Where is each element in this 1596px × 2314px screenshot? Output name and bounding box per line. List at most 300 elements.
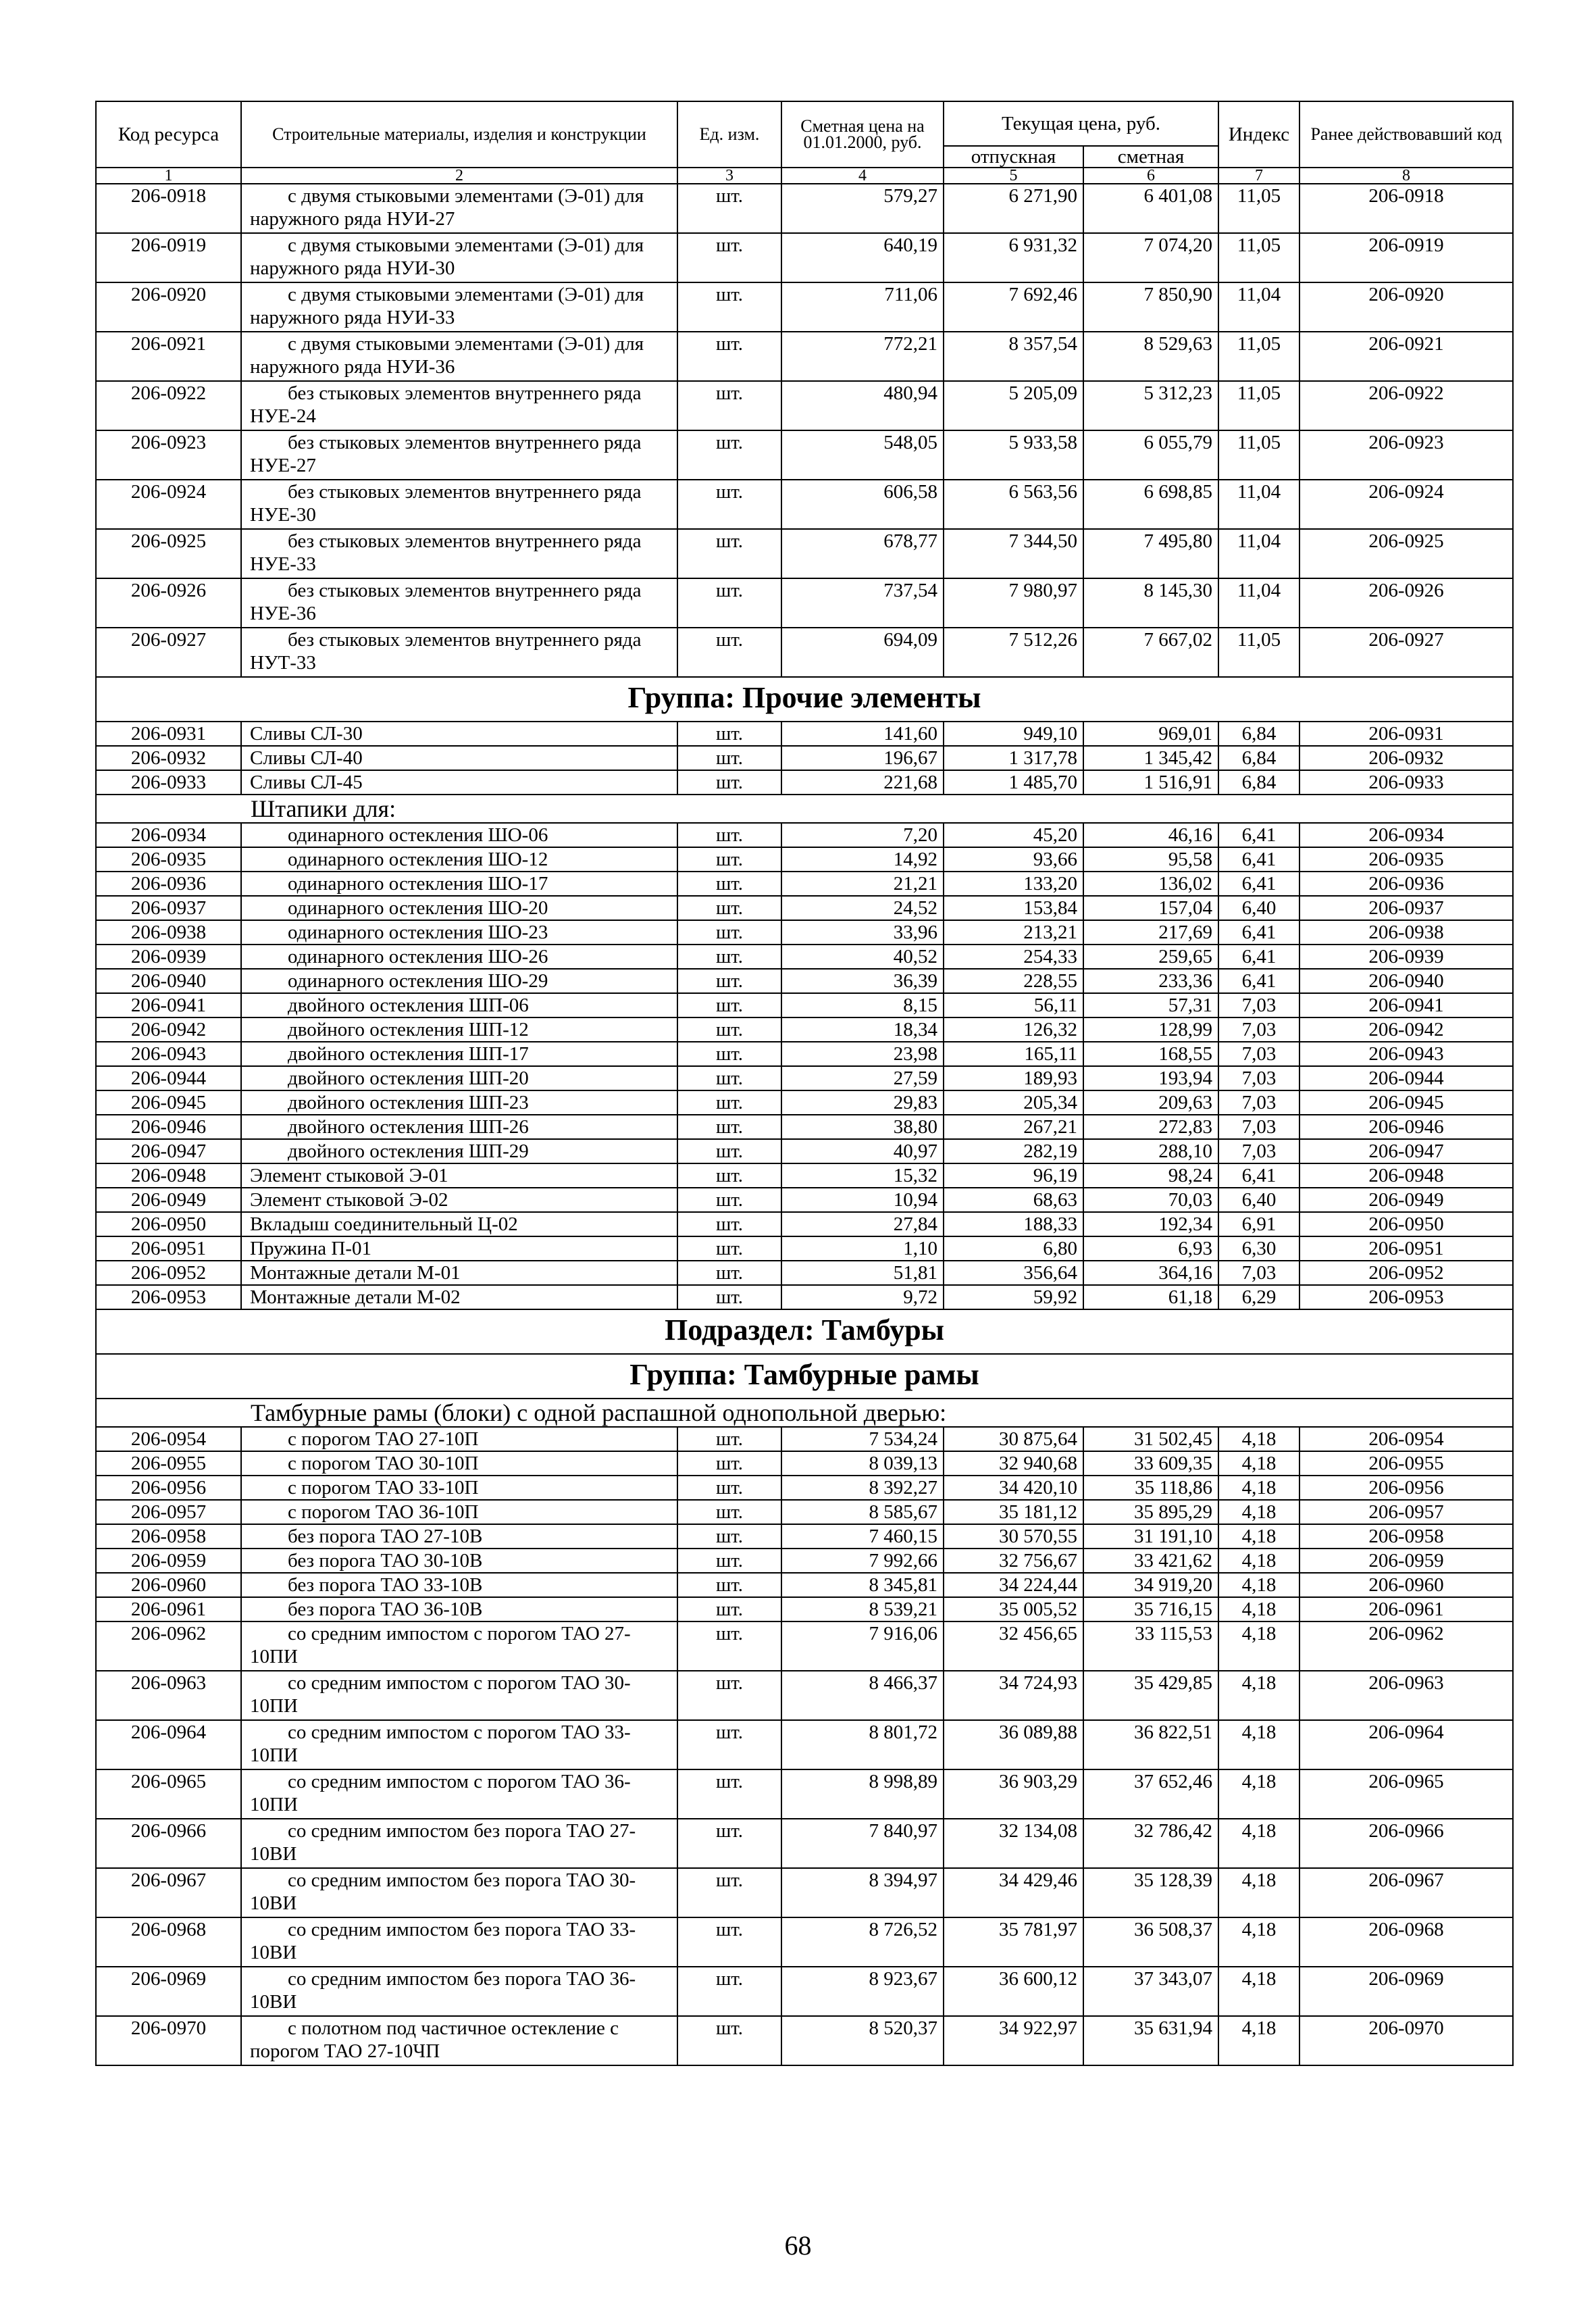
description-cell	[241, 184, 677, 233]
resource-code-cell: 206-0968	[96, 1917, 241, 1967]
index-cell: 11,04	[1218, 578, 1299, 628]
resource-code-cell: 206-0952	[96, 1261, 241, 1285]
sale-price-cell: 30 875,64	[944, 1427, 1083, 1451]
table-row	[96, 1212, 1513, 1236]
index-cell: 4,18	[1218, 1451, 1299, 1476]
index-cell: 6,91	[1218, 1212, 1299, 1236]
subgroup-heading-row	[96, 1399, 1513, 1427]
unit-cell: шт.	[677, 1236, 781, 1261]
base-price-cell: 8 998,89	[781, 1769, 944, 1819]
description-cell	[241, 529, 677, 578]
description-cell	[241, 1017, 677, 1042]
description-cell	[241, 1476, 677, 1500]
sale-price-cell: 228,55	[944, 969, 1083, 993]
unit-cell: шт.	[677, 1042, 781, 1066]
description-text: со средним импостом с порогом ТАО 36-10ПИ	[250, 1771, 631, 1815]
resource-code-cell: 206-0940	[96, 969, 241, 993]
description-text: двойного остекления ШП-23	[288, 1092, 529, 1113]
description-cell	[241, 282, 677, 332]
description-cell	[241, 1769, 677, 1819]
estimate-price-cell: 136,02	[1083, 872, 1218, 896]
unit-cell: шт.	[677, 1597, 781, 1621]
description-cell: Элемент стыковой Э-01	[241, 1163, 677, 1188]
estimate-price-cell: 168,55	[1083, 1042, 1218, 1066]
sale-price-cell: 282,19	[944, 1139, 1083, 1163]
index-cell: 7,03	[1218, 1090, 1299, 1115]
unit-cell: шт.	[677, 1285, 781, 1309]
unit-cell: шт.	[677, 1212, 781, 1236]
base-price-cell: 40,97	[781, 1139, 944, 1163]
description-cell: Вкладыш соединительный Ц-02	[241, 1212, 677, 1236]
unit-cell: шт.	[677, 1671, 781, 1720]
group-heading-row	[96, 1354, 1513, 1399]
index-cell: 11,04	[1218, 480, 1299, 529]
index-cell: 11,05	[1218, 184, 1299, 233]
previous-code-cell: 206-0931	[1299, 722, 1513, 746]
sale-price-cell: 7 980,97	[944, 578, 1083, 628]
base-price-cell: 640,19	[781, 233, 944, 282]
sale-price-cell: 35 005,52	[944, 1597, 1083, 1621]
estimate-price-cell: 32 786,42	[1083, 1819, 1218, 1868]
estimate-price-cell: 35 429,85	[1083, 1671, 1218, 1720]
base-price-cell: 548,05	[781, 430, 944, 480]
estimate-price-cell: 35 128,39	[1083, 1868, 1218, 1917]
description-cell	[241, 1549, 677, 1573]
estimate-price-cell: 8 145,30	[1083, 578, 1218, 628]
sale-price-cell: 7 692,46	[944, 282, 1083, 332]
previous-code-cell: 206-0943	[1299, 1042, 1513, 1066]
sale-price-cell: 34 724,93	[944, 1671, 1083, 1720]
resource-code-cell: 206-0947	[96, 1139, 241, 1163]
table-row	[96, 920, 1513, 945]
estimate-price-cell: 57,31	[1083, 993, 1218, 1017]
base-price-cell: 606,58	[781, 480, 944, 529]
description-cell	[241, 969, 677, 993]
base-price-cell: 772,21	[781, 332, 944, 381]
previous-code-cell: 206-0962	[1299, 1621, 1513, 1671]
unit-cell: шт.	[677, 1139, 781, 1163]
unit-cell: шт.	[677, 184, 781, 233]
estimate-price-cell: 31 191,10	[1083, 1524, 1218, 1549]
column-number: 4	[781, 168, 944, 184]
index-cell: 6,41	[1218, 847, 1299, 872]
table-row	[96, 1163, 1513, 1188]
sale-price-cell: 165,11	[944, 1042, 1083, 1066]
index-cell: 4,18	[1218, 2016, 1299, 2065]
index-cell: 7,03	[1218, 1139, 1299, 1163]
description-cell: Элемент стыковой Э-02	[241, 1188, 677, 1212]
index-cell: 4,18	[1218, 1720, 1299, 1769]
estimate-price-cell: 33 421,62	[1083, 1549, 1218, 1573]
base-price-cell: 141,60	[781, 722, 944, 746]
index-cell: 6,41	[1218, 945, 1299, 969]
estimate-price-cell: 37 343,07	[1083, 1967, 1218, 2016]
resource-code-cell: 206-0948	[96, 1163, 241, 1188]
table-body	[96, 184, 1513, 2065]
index-cell: 6,41	[1218, 823, 1299, 847]
sale-price-cell: 36 903,29	[944, 1769, 1083, 1819]
estimate-price-cell: 7 495,80	[1083, 529, 1218, 578]
description-cell	[241, 1524, 677, 1549]
unit-cell: шт.	[677, 1090, 781, 1115]
base-price-cell: 8 585,67	[781, 1500, 944, 1524]
description-cell	[241, 1139, 677, 1163]
table-row	[96, 430, 1513, 480]
previous-code-cell: 206-0963	[1299, 1671, 1513, 1720]
description-cell	[241, 1451, 677, 1476]
estimate-price-cell: 36 508,37	[1083, 1917, 1218, 1967]
resource-code-cell: 206-0962	[96, 1621, 241, 1671]
sale-price-cell: 6 271,90	[944, 184, 1083, 233]
unit-cell: шт.	[677, 1115, 781, 1139]
unit-cell: шт.	[677, 1917, 781, 1967]
index-cell: 7,03	[1218, 1066, 1299, 1090]
sale-price-cell: 34 420,10	[944, 1476, 1083, 1500]
unit-cell: шт.	[677, 872, 781, 896]
index-cell: 4,18	[1218, 1967, 1299, 2016]
unit-cell: шт.	[677, 1017, 781, 1042]
description-cell	[241, 1597, 677, 1621]
unit-cell: шт.	[677, 381, 781, 430]
base-price-cell: 9,72	[781, 1285, 944, 1309]
sale-price-cell: 8 357,54	[944, 332, 1083, 381]
unit-cell: шт.	[677, 1476, 781, 1500]
table-row	[96, 722, 1513, 746]
estimate-price-cell: 1 345,42	[1083, 746, 1218, 770]
previous-code-cell: 206-0954	[1299, 1427, 1513, 1451]
previous-code-cell: 206-0935	[1299, 847, 1513, 872]
resource-code-cell: 206-0936	[96, 872, 241, 896]
estimate-price-cell: 33 609,35	[1083, 1451, 1218, 1476]
description-text: двойного остекления ШП-29	[288, 1140, 529, 1162]
resource-code-cell: 206-0931	[96, 722, 241, 746]
unit-cell: шт.	[677, 1066, 781, 1090]
table-row	[96, 578, 1513, 628]
description-text: с двумя стыковыми элементами (Э-01) для наружного ряда НУИ-30	[250, 234, 644, 279]
sale-price-cell: 6,80	[944, 1236, 1083, 1261]
estimate-price-cell: 6,93	[1083, 1236, 1218, 1261]
unit-cell: шт.	[677, 920, 781, 945]
group-heading: Группа: Тамбурные рамы	[96, 1354, 1513, 1399]
estimate-price-cell: 70,03	[1083, 1188, 1218, 1212]
resource-code-cell: 206-0939	[96, 945, 241, 969]
subgroup-heading: Тамбурные рамы (блоки) с одной распашной однопольной дверью:	[96, 1399, 1513, 1427]
base-price-cell: 24,52	[781, 896, 944, 920]
description-text: двойного остекления ШП-20	[288, 1067, 529, 1089]
column-number: 1	[96, 168, 241, 184]
resource-code-cell: 206-0919	[96, 233, 241, 282]
resource-code-cell: 206-0932	[96, 746, 241, 770]
sale-price-cell: 34 429,46	[944, 1868, 1083, 1917]
header-sale-price: отпускная	[944, 146, 1083, 168]
description-cell	[241, 1066, 677, 1090]
previous-code-cell: 206-0959	[1299, 1549, 1513, 1573]
description-cell	[241, 1500, 677, 1524]
estimate-price-cell: 6 401,08	[1083, 184, 1218, 233]
estimate-price-cell: 157,04	[1083, 896, 1218, 920]
description-cell	[241, 480, 677, 529]
description-text: без стыковых элементов внутреннего ряда НУЕ-30	[250, 481, 642, 526]
unit-cell: шт.	[677, 480, 781, 529]
header-materials: Строительные материалы, изделия и конструкции	[241, 101, 677, 168]
description-cell	[241, 847, 677, 872]
resource-code-cell: 206-0949	[96, 1188, 241, 1212]
previous-code-cell: 206-0926	[1299, 578, 1513, 628]
sale-price-cell: 34 224,44	[944, 1573, 1083, 1597]
sale-price-cell: 36 600,12	[944, 1967, 1083, 2016]
estimate-price-cell: 969,01	[1083, 722, 1218, 746]
table-row	[96, 1066, 1513, 1090]
index-cell: 7,03	[1218, 1042, 1299, 1066]
estimate-price-cell: 34 919,20	[1083, 1573, 1218, 1597]
previous-code-cell: 206-0946	[1299, 1115, 1513, 1139]
price-sheet	[95, 101, 1512, 2066]
estimate-price-cell: 233,36	[1083, 969, 1218, 993]
estimate-price-cell: 7 850,90	[1083, 282, 1218, 332]
header-unit: Ед. изм.	[677, 101, 781, 168]
description-text: со средним импостом без порога ТАО 36-10ВИ	[250, 1968, 636, 2013]
index-cell: 11,04	[1218, 529, 1299, 578]
table-row	[96, 770, 1513, 795]
previous-code-cell: 206-0919	[1299, 233, 1513, 282]
description-cell	[241, 1427, 677, 1451]
resource-code-cell: 206-0937	[96, 896, 241, 920]
resource-code-cell: 206-0946	[96, 1115, 241, 1139]
estimate-price-cell: 128,99	[1083, 1017, 1218, 1042]
unit-cell: шт.	[677, 1621, 781, 1671]
index-cell: 4,18	[1218, 1549, 1299, 1573]
unit-cell: шт.	[677, 1549, 781, 1573]
unit-cell: шт.	[677, 282, 781, 332]
base-price-cell: 33,96	[781, 920, 944, 945]
previous-code-cell: 206-0923	[1299, 430, 1513, 480]
description-text: с порогом ТАО 33-10П	[288, 1477, 479, 1499]
resource-code-cell: 206-0927	[96, 628, 241, 677]
previous-code-cell: 206-0934	[1299, 823, 1513, 847]
base-price-cell: 8,15	[781, 993, 944, 1017]
header-base-price: Сметная цена на 01.01.2000, руб.	[781, 101, 944, 168]
resource-code-cell: 206-0969	[96, 1967, 241, 2016]
resource-code-cell: 206-0960	[96, 1573, 241, 1597]
unit-cell: шт.	[677, 823, 781, 847]
resource-code-cell: 206-0970	[96, 2016, 241, 2065]
description-cell	[241, 823, 677, 847]
estimate-price-cell: 61,18	[1083, 1285, 1218, 1309]
resource-code-cell: 206-0958	[96, 1524, 241, 1549]
description-text: с двумя стыковыми элементами (Э-01) для наружного ряда НУИ-27	[250, 185, 644, 230]
previous-code-cell: 206-0951	[1299, 1236, 1513, 1261]
unit-cell: шт.	[677, 430, 781, 480]
description-cell	[241, 1621, 677, 1671]
index-cell: 6,84	[1218, 746, 1299, 770]
estimate-price-cell: 46,16	[1083, 823, 1218, 847]
resource-code-cell: 206-0921	[96, 332, 241, 381]
column-number: 3	[677, 168, 781, 184]
resource-code-cell: 206-0956	[96, 1476, 241, 1500]
resource-code-cell: 206-0964	[96, 1720, 241, 1769]
previous-code-cell: 206-0937	[1299, 896, 1513, 920]
sale-price-cell: 34 922,97	[944, 2016, 1083, 2065]
description-text: одинарного остекления ШО-23	[288, 922, 548, 943]
description-text: с порогом ТАО 36-10П	[288, 1501, 479, 1523]
sale-price-cell: 93,66	[944, 847, 1083, 872]
sale-price-cell: 254,33	[944, 945, 1083, 969]
table-row	[96, 1451, 1513, 1476]
table-row	[96, 823, 1513, 847]
sale-price-cell: 30 570,55	[944, 1524, 1083, 1549]
previous-code-cell: 206-0958	[1299, 1524, 1513, 1549]
header-current-price: Текущая цена, руб.	[944, 101, 1218, 146]
index-cell: 4,18	[1218, 1671, 1299, 1720]
index-cell: 6,29	[1218, 1285, 1299, 1309]
index-cell: 7,03	[1218, 1115, 1299, 1139]
resource-code-cell: 206-0923	[96, 430, 241, 480]
description-text: без порога ТАО 33-10В	[288, 1574, 483, 1596]
index-cell: 11,04	[1218, 282, 1299, 332]
previous-code-cell: 206-0960	[1299, 1573, 1513, 1597]
description-text: двойного остекления ШП-17	[288, 1043, 529, 1065]
resource-code-cell: 206-0941	[96, 993, 241, 1017]
description-text: со средним импостом с порогом ТАО 30-10ПИ	[250, 1672, 631, 1717]
estimate-price-cell: 7 667,02	[1083, 628, 1218, 677]
resource-code-cell: 206-0924	[96, 480, 241, 529]
previous-code-cell: 206-0966	[1299, 1819, 1513, 1868]
previous-code-cell: 206-0921	[1299, 332, 1513, 381]
base-price-cell: 18,34	[781, 1017, 944, 1042]
estimate-price-cell: 192,34	[1083, 1212, 1218, 1236]
resource-code-cell: 206-0951	[96, 1236, 241, 1261]
previous-code-cell: 206-0956	[1299, 1476, 1513, 1500]
description-text: двойного остекления ШП-26	[288, 1116, 529, 1138]
resource-code-cell: 206-0933	[96, 770, 241, 795]
previous-code-cell: 206-0952	[1299, 1261, 1513, 1285]
index-cell: 4,18	[1218, 1476, 1299, 1500]
table-row	[96, 184, 1513, 233]
index-cell: 6,41	[1218, 1163, 1299, 1188]
index-cell: 7,03	[1218, 1261, 1299, 1285]
previous-code-cell: 206-0957	[1299, 1500, 1513, 1524]
subgroup-heading: Штапики для:	[96, 795, 1513, 823]
resource-code-cell: 206-0961	[96, 1597, 241, 1621]
unit-cell: шт.	[677, 1500, 781, 1524]
unit-cell: шт.	[677, 1573, 781, 1597]
resource-code-cell: 206-0926	[96, 578, 241, 628]
previous-code-cell: 206-0944	[1299, 1066, 1513, 1090]
unit-cell: шт.	[677, 2016, 781, 2065]
description-cell	[241, 233, 677, 282]
index-cell: 4,18	[1218, 1769, 1299, 1819]
unit-cell: шт.	[677, 1868, 781, 1917]
sale-price-cell: 205,34	[944, 1090, 1083, 1115]
resource-code-cell: 206-0963	[96, 1671, 241, 1720]
base-price-cell: 7 916,06	[781, 1621, 944, 1671]
estimate-price-cell: 98,24	[1083, 1163, 1218, 1188]
table-row	[96, 233, 1513, 282]
base-price-cell: 7 840,97	[781, 1819, 944, 1868]
unit-cell: шт.	[677, 770, 781, 795]
description-text: без стыковых элементов внутреннего ряда НУЕ-24	[250, 382, 642, 427]
sale-price-cell: 133,20	[944, 872, 1083, 896]
base-price-cell: 8 539,21	[781, 1597, 944, 1621]
sale-price-cell: 96,19	[944, 1163, 1083, 1188]
index-cell: 4,18	[1218, 1917, 1299, 1967]
base-price-cell: 711,06	[781, 282, 944, 332]
base-price-cell: 7 992,66	[781, 1549, 944, 1573]
description-text: со средним импостом без порога ТАО 33-10ВИ	[250, 1919, 636, 1963]
header-previous-code: Ранее действовавший код	[1299, 101, 1513, 168]
base-price-cell: 8 394,97	[781, 1868, 944, 1917]
table-row	[96, 1042, 1513, 1066]
sale-price-cell: 5 933,58	[944, 430, 1083, 480]
index-cell: 6,84	[1218, 770, 1299, 795]
previous-code-cell: 206-0941	[1299, 993, 1513, 1017]
previous-code-cell: 206-0933	[1299, 770, 1513, 795]
estimate-price-cell: 35 118,86	[1083, 1476, 1218, 1500]
base-price-cell: 196,67	[781, 746, 944, 770]
base-price-cell: 15,32	[781, 1163, 944, 1188]
previous-code-cell: 206-0924	[1299, 480, 1513, 529]
index-cell: 6,40	[1218, 1188, 1299, 1212]
table-row	[96, 1549, 1513, 1573]
sale-price-cell: 32 456,65	[944, 1621, 1083, 1671]
description-cell	[241, 896, 677, 920]
index-cell: 4,18	[1218, 1500, 1299, 1524]
description-text: со средним импостом без порога ТАО 27-10ВИ	[250, 1820, 636, 1865]
unit-cell: шт.	[677, 746, 781, 770]
description-text: одинарного остекления ШО-29	[288, 970, 548, 992]
resource-code-cell: 206-0957	[96, 1500, 241, 1524]
estimate-price-cell: 37 652,46	[1083, 1769, 1218, 1819]
estimate-price-cell: 95,58	[1083, 847, 1218, 872]
table-row	[96, 872, 1513, 896]
table-row	[96, 1720, 1513, 1769]
unit-cell: шт.	[677, 1819, 781, 1868]
table-row	[96, 896, 1513, 920]
index-cell: 6,40	[1218, 896, 1299, 920]
resource-code-cell: 206-0925	[96, 529, 241, 578]
estimate-price-cell: 209,63	[1083, 1090, 1218, 1115]
description-cell	[241, 1573, 677, 1597]
resource-code-cell: 206-0935	[96, 847, 241, 872]
table-row	[96, 282, 1513, 332]
base-price-cell: 51,81	[781, 1261, 944, 1285]
column-number: 7	[1218, 168, 1299, 184]
group-heading: Группа: Прочие элементы	[96, 677, 1513, 722]
table-row	[96, 1476, 1513, 1500]
sale-price-cell: 949,10	[944, 722, 1083, 746]
table-row	[96, 1868, 1513, 1917]
estimate-price-cell: 35 895,29	[1083, 1500, 1218, 1524]
resource-code-cell: 206-0942	[96, 1017, 241, 1042]
previous-code-cell: 206-0947	[1299, 1139, 1513, 1163]
column-number: 5	[944, 168, 1083, 184]
unit-cell: шт.	[677, 993, 781, 1017]
description-text: без стыковых элементов внутреннего ряда НУТ-33	[250, 629, 642, 674]
estimate-price-cell: 288,10	[1083, 1139, 1218, 1163]
table-row	[96, 1017, 1513, 1042]
sale-price-cell: 56,11	[944, 993, 1083, 1017]
sale-price-cell: 32 756,67	[944, 1549, 1083, 1573]
table-row	[96, 1671, 1513, 1720]
description-text: со средним импостом с порогом ТАО 27-10ПИ	[250, 1623, 631, 1667]
index-cell: 4,18	[1218, 1621, 1299, 1671]
base-price-cell: 8 726,52	[781, 1917, 944, 1967]
description-text: с порогом ТАО 30-10П	[288, 1453, 479, 1474]
description-text: со средним импостом без порога ТАО 30-10ВИ	[250, 1869, 636, 1914]
sale-price-cell: 213,21	[944, 920, 1083, 945]
index-cell: 6,41	[1218, 872, 1299, 896]
table-row	[96, 1236, 1513, 1261]
